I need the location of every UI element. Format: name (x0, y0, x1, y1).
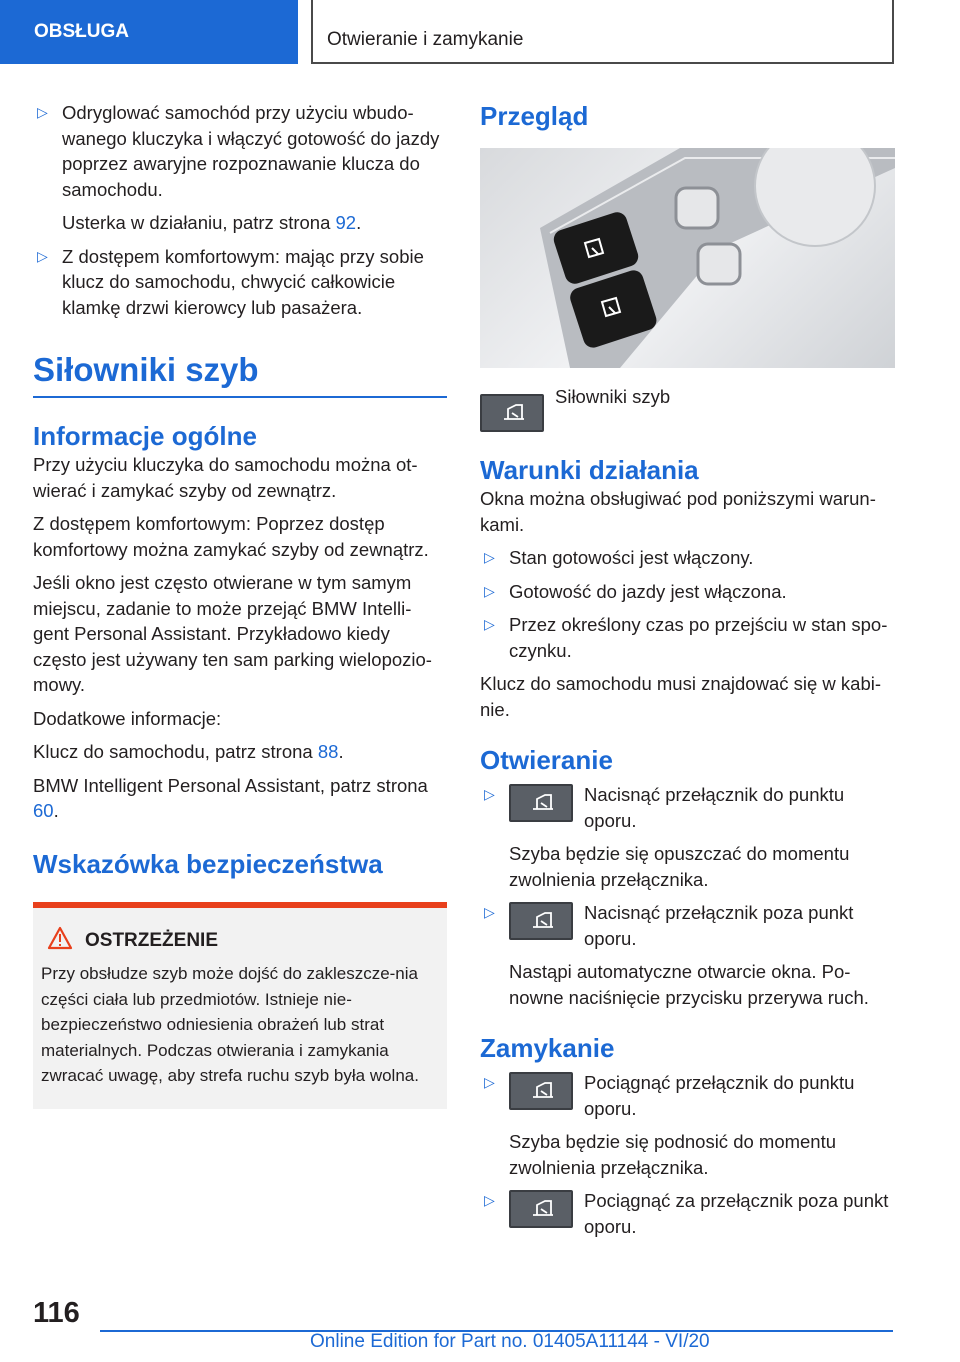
triangle-bullet-icon: ▷ (37, 247, 48, 264)
triangle-bullet-icon: ▷ (484, 904, 495, 920)
warning-title: OSTRZEŻENIE (41, 928, 435, 954)
warning-box (33, 902, 447, 1109)
page-number: 116 (33, 1297, 80, 1329)
subsection-heading: Informacje ogólne (33, 421, 257, 451)
window-switch-icon (509, 902, 573, 940)
page-link[interactable]: 60 (33, 800, 54, 821)
window-switch-photo (480, 148, 895, 368)
warning-text: Przy obsłudze szyb może dojść do zakleszcze-nia części ciała lub przedmiotów. Istnieje nie-bezpieczeństwo odniesienia obrażeń lub strat materialnych. Podczas otwierania i zamykania zwracać uwagę, aby strefa ruchu szyb była wolna. (41, 964, 419, 1085)
triangle-bullet-icon: ▷ (484, 786, 495, 802)
subsection-heading: Otwieranie (480, 745, 613, 775)
list-item-note: Usterka w działaniu, patrz strona 92. (62, 212, 362, 233)
subsection-heading: Zamykanie (480, 1033, 615, 1063)
subsection-heading: Warunki działania (480, 455, 699, 485)
list-item: ▷ Przez określony czas po przejściu w stan spo-czynku. (484, 614, 888, 661)
page-link[interactable]: 88 (317, 741, 339, 762)
triangle-bullet-icon: ▷ (484, 616, 495, 632)
list-item: ▷ Nacisnąć przełącznik do punktu oporu. (484, 784, 845, 831)
list-item: ▷ Odryglować samochód przy użyciu wbudo-wanego kluczyka i włączyć gotowość do jazdy poprzez awaryjne rozpoznawanie klucza do samochodu. (37, 102, 440, 200)
page-link[interactable]: 92 (335, 212, 357, 233)
section-tab: OBSŁUGA (0, 0, 298, 64)
list-item: ▷ Nacisnąć przełącznik poza punkt oporu. (484, 902, 854, 949)
list-item-note: Nastąpi automatyczne otwarcie okna. Po-nowne naciśnięcie przycisku przerywa ruch. (509, 961, 869, 1008)
paragraph: BMW Intelligent Personal Assistant, patrz strona 60. (33, 774, 428, 821)
list-item: ▷ Z dostępem komfortowym: mając przy sobie klucz do samochodu, chwycić całkowicie klamkę drzwi kierowcy lub pasażera. (37, 245, 424, 318)
window-switch-icon (509, 1190, 573, 1228)
paragraph: Z dostępem komfortowym: Poprzez dostęp komfortowy można zamykać szyby od zewnątrz. (33, 513, 429, 560)
list-item-note: Szyba będzie się opuszczać do momentu zwolnienia przełącznika. (509, 843, 850, 890)
paragraph: Klucz do samochodu musi znajdować się w kabi-nie. (480, 673, 882, 720)
right-column (480, 100, 895, 1247)
subsection-heading: Przegląd (480, 101, 589, 131)
section-heading-rule (33, 350, 447, 398)
warning-triangle-icon (47, 926, 73, 958)
list-item: ▷ Pociągnąć przełącznik do punktu oporu. (484, 1072, 855, 1119)
paragraph: Dodatkowe informacje: (33, 707, 222, 729)
paragraph: Przy użyciu kluczyka do samochodu można ot-wierać i zamykać szyby od zewnątrz. (33, 454, 418, 501)
window-switch-icon (509, 1072, 573, 1110)
window-switch-icon (480, 394, 544, 432)
paragraph: Jeśli okno jest często otwierane w tym samym miejscu, zadanie to może przejąć BMW Intelli-gent Personal Assistant. Przykładowo kiedy często jest używany ten sam parking wielopozio-mowy. (33, 572, 432, 695)
list-item: ▷ Stan gotowości jest włączony. (480, 545, 895, 571)
subsection-heading: Wskazówka bezpieczeństwa (33, 848, 383, 879)
photo-caption: Siłowniki szyb (480, 384, 895, 430)
edition-footer: Online Edition for Part no. 01405A11144 - VI/20 (310, 1331, 710, 1352)
list-item-note: Szyba będzie się podnosić do momentu zwolnienia przełącznika. (509, 1131, 837, 1178)
list-item: ▷ Pociągnąć za przełącznik poza punkt oporu. (484, 1190, 889, 1237)
paragraph: Okna można obsługiwać pod poniższymi warun-kami. (480, 488, 876, 535)
triangle-bullet-icon: ▷ (37, 104, 48, 120)
triangle-bullet-icon: ▷ (484, 549, 495, 565)
paragraph: Klucz do samochodu, patrz strona 88. (33, 741, 344, 762)
triangle-bullet-icon: ▷ (484, 1192, 495, 1208)
triangle-bullet-icon: ▷ (484, 1074, 495, 1090)
window-switch-icon (509, 784, 573, 822)
section-heading: Siłowniki szyb (33, 351, 259, 388)
triangle-bullet-icon: ▷ (484, 582, 495, 599)
left-column (33, 100, 447, 1109)
list-item: ▷ Gotowość do jazdy jest włączona. (480, 579, 895, 605)
page-title: Otwieranie i zamykanie (311, 0, 894, 64)
